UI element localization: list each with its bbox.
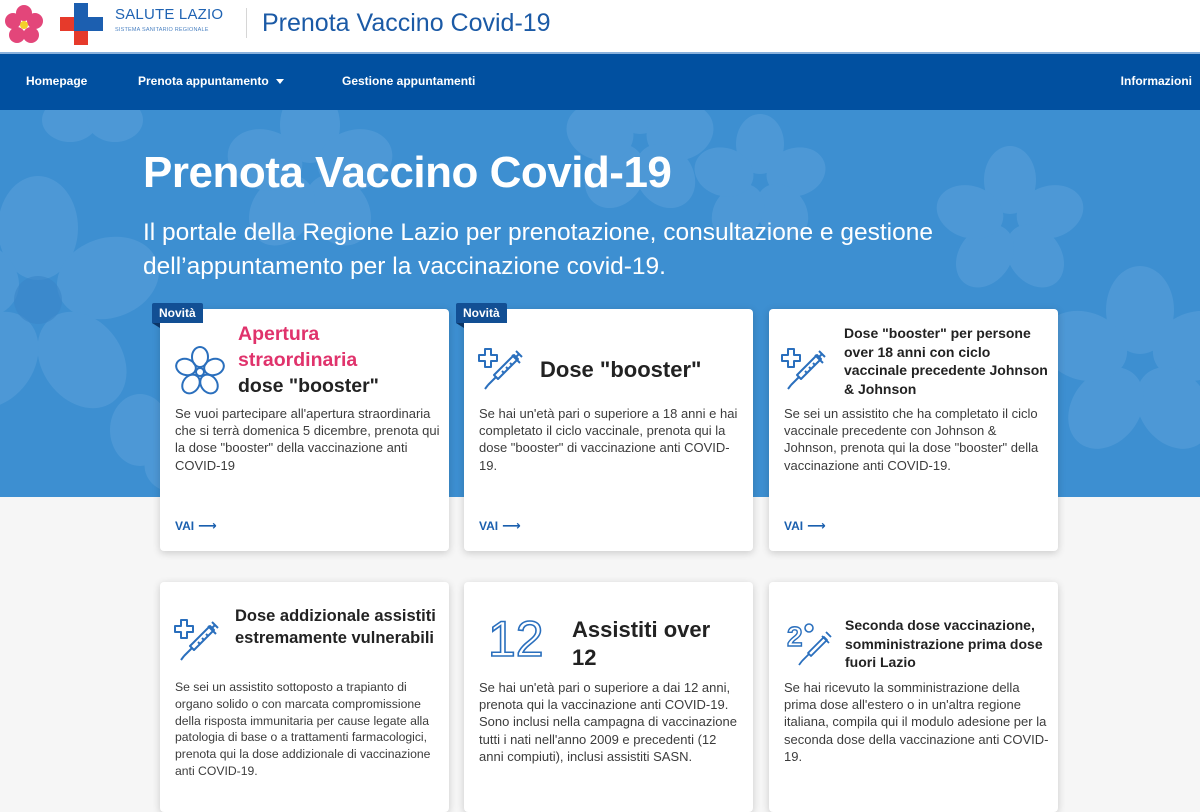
- hero-subtitle: Il portale della Regione Lazio per prenotazione, consultazione e gestione dell’appuntamento per la vaccinazione covid-19.: [143, 219, 933, 280]
- card-description: Se vuoi partecipare all'apertura straordinaria che si terrà domenica 5 dicembre, prenota qui la dose "booster" della vaccinazione anti COVID-19: [175, 406, 440, 473]
- nav-informazioni-label: Informazioni: [1120, 74, 1192, 88]
- chevron-down-icon: [276, 79, 284, 84]
- nav-homepage-label: Homepage: [26, 74, 88, 88]
- brand-block[interactable]: [115, 6, 223, 33]
- number-12-icon: [488, 612, 552, 662]
- card-apertura-straordinaria[interactable]: [159, 306, 449, 551]
- vai-link[interactable]: [175, 518, 217, 534]
- nav-informazioni[interactable]: [1121, 74, 1192, 88]
- flower-outline-icon: [174, 346, 226, 398]
- brand-name: SALUTE LAZIO: [115, 6, 224, 23]
- hero-title: Prenota Vaccino Covid-19: [143, 148, 672, 197]
- vai-link[interactable]: [479, 518, 521, 534]
- card-title: Dose addizionale assistiti estremamente vulnerabili: [235, 607, 436, 647]
- novita-badge: Novità: [456, 303, 507, 323]
- card-booster-johnson[interactable]: [769, 309, 1058, 551]
- card-description: Se sei un assistito che ha completato il ciclo vaccinale precedente con Johnson & Johnson, prenota qui la dose "booster" della vaccinazione anti COVID-19.: [784, 406, 1039, 473]
- card-title: Dose "booster" per persone over 18 anni con ciclo vaccinale precedente Johnson & Johnson: [844, 325, 1048, 397]
- second-dose-syringe-icon: [787, 620, 833, 670]
- cross-syringe-icon: [781, 347, 829, 395]
- card-title: Seconda dose vaccinazione, somministrazione prima dose fuori Lazio: [845, 617, 1043, 670]
- card-title: [238, 321, 443, 399]
- flower-logo-icon[interactable]: [3, 4, 45, 46]
- card-dose-addizionale[interactable]: [160, 582, 449, 812]
- svg-text:12: 12: [488, 612, 544, 662]
- card-title: Assistiti over 12: [572, 617, 711, 670]
- arrow-right-icon: ⟶: [502, 518, 521, 533]
- vai-link-label: VAI: [479, 519, 499, 533]
- novita-badge: Novità: [152, 303, 203, 323]
- card-dose-booster[interactable]: [463, 306, 753, 551]
- nav-prenota-label: Prenota appuntamento: [138, 74, 269, 88]
- nav-gestione-label: Gestione appuntamenti: [342, 74, 476, 88]
- card-title-accent: Apertura straordinaria: [238, 323, 358, 371]
- vai-link-label: VAI: [784, 519, 804, 533]
- card-description: Se sei un assistito sottoposto a trapianto di organo solido o con marcata compromissione della risposta immunitaria per cause legate alla patologia di base o a trattamenti farmacologici, prenota qui la dose addizionale di vaccinazione anti COVID-19.: [175, 680, 431, 778]
- brand-subtitle: SISTEMA SANITARIO REGIONALE: [115, 27, 209, 33]
- app-title[interactable]: Prenota Vaccino Covid-19: [262, 9, 551, 37]
- red-blue-cross-logo-icon[interactable]: [60, 3, 103, 46]
- card-title: Dose "booster": [540, 357, 702, 382]
- site-header: [0, 0, 1200, 52]
- card-assistiti-over-12[interactable]: [464, 582, 753, 812]
- cross-syringe-icon: [174, 618, 222, 666]
- card-title-main: dose "booster": [238, 375, 379, 397]
- cross-syringe-icon: [478, 347, 526, 395]
- vai-link-label: VAI: [175, 519, 195, 533]
- nav-gestione-appuntamenti[interactable]: [342, 74, 475, 88]
- nav-homepage[interactable]: [26, 74, 87, 88]
- arrow-right-icon: ⟶: [807, 518, 826, 533]
- nav-prenota-appuntamento[interactable]: [138, 74, 284, 88]
- card-description: Se hai un'età pari o superiore a dai 12 anni, prenota qui la vaccinazione anti COVID-19. Sono inclusi nella campagna di vaccinazione tutti i nati nell'anno 2009 e precedenti (12 anni compiuti), inclusi assistiti SASN.: [479, 680, 737, 764]
- card-seconda-dose[interactable]: [769, 582, 1058, 812]
- svg-text:2: 2: [787, 621, 803, 652]
- card-description: Se hai ricevuto la somministrazione della prima dose all'estero o in un'altra regione italiana, compila qui il modulo adesione per la seconda dose della vaccinazione anti COVID-19.: [784, 680, 1049, 764]
- card-description: Se hai un'età pari o superiore a 18 anni e hai completato il ciclo vaccinale, prenota qui la dose "booster" di vaccinazione anti COVID-19.: [479, 406, 738, 473]
- header-divider: [246, 8, 247, 38]
- main-navbar: [0, 52, 1200, 110]
- arrow-right-icon: ⟶: [198, 518, 217, 533]
- vai-link[interactable]: [784, 518, 826, 534]
